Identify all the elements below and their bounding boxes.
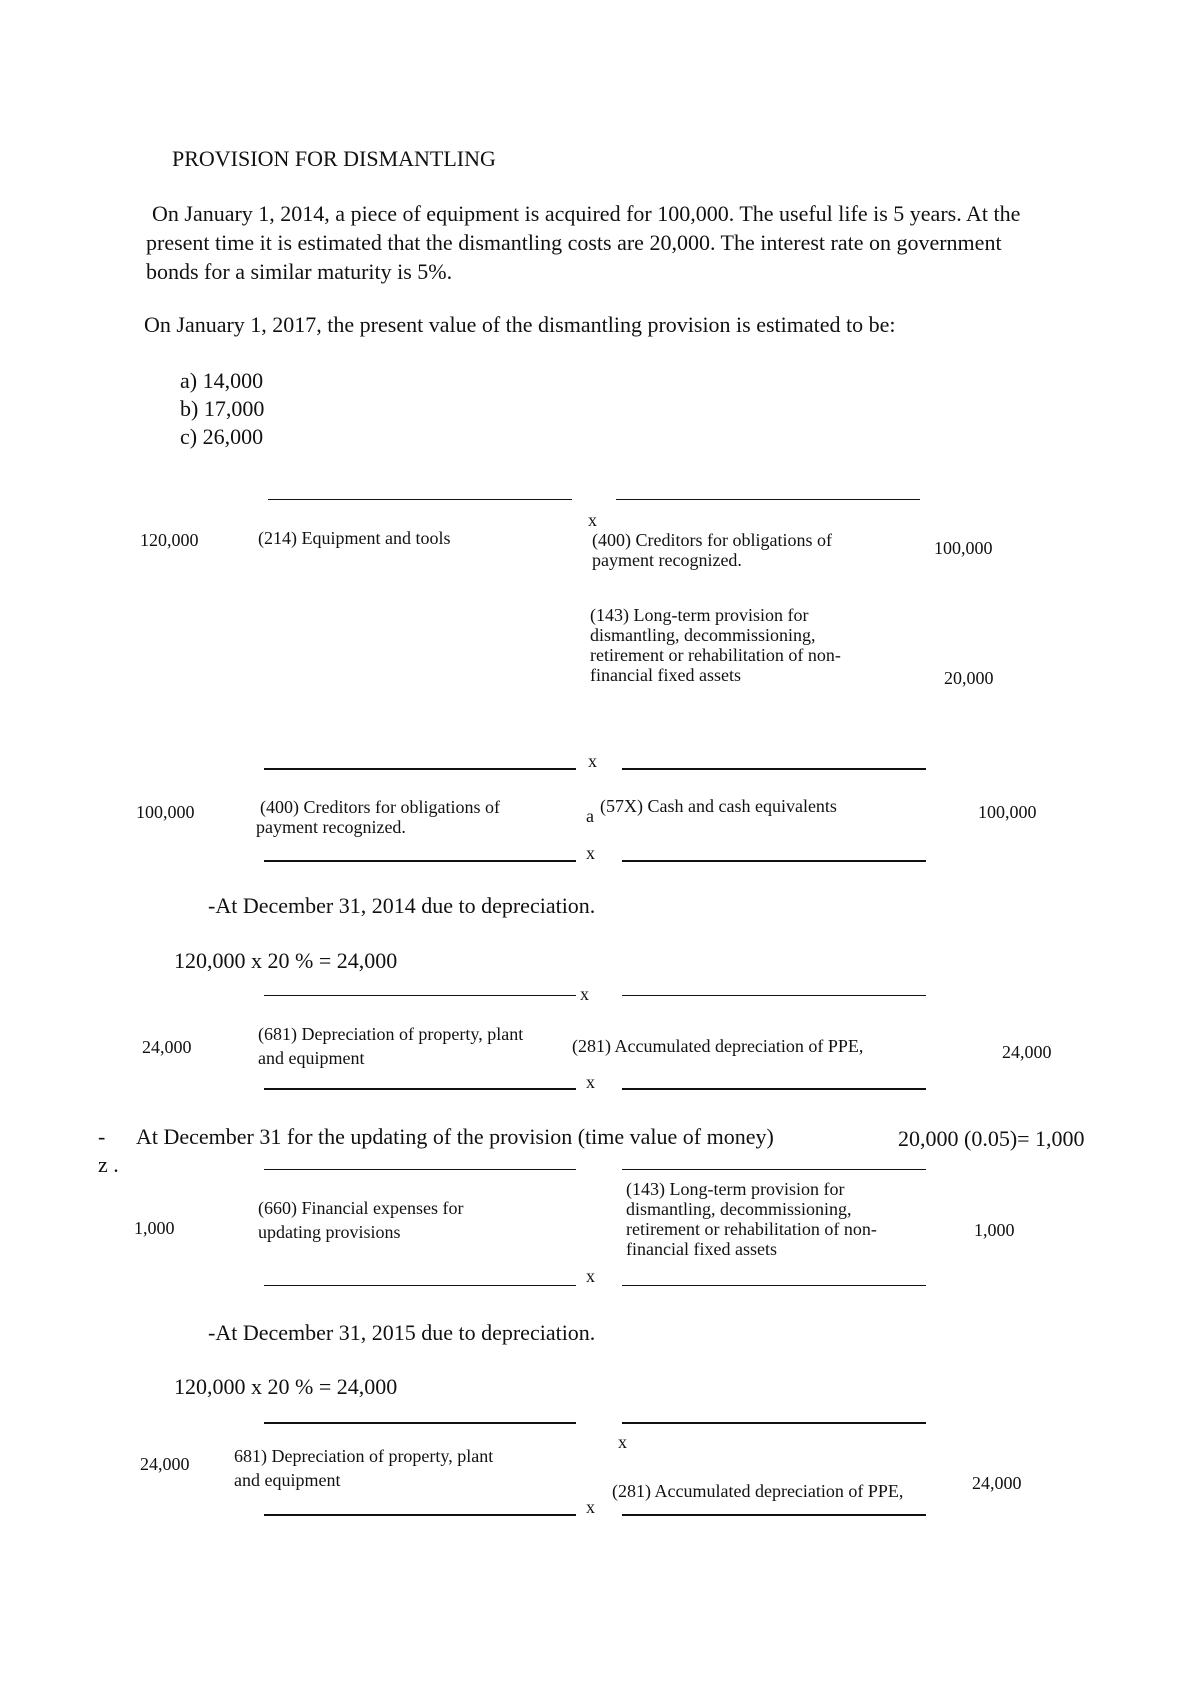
update-credit-account: (143) Long-term provision for dismantling, decommissioning, retirement or rehabilitation of non-financial fixed assets	[626, 1179, 877, 1259]
update-rule-top-left	[264, 1169, 576, 1170]
update-rule-top-right	[622, 1169, 926, 1170]
dep2015-credit-amount: 24,000	[972, 1473, 1022, 1493]
update-rule-bottom-left	[264, 1285, 576, 1286]
update-credit-amount: 1,000	[974, 1220, 1015, 1240]
dep2014-heading: -At December 31, 2014 due to depreciation.	[208, 893, 596, 918]
option-a: a) 14,000	[180, 368, 264, 393]
entry2-rule-top-left	[264, 768, 576, 770]
option-c: c) 26,000	[180, 424, 264, 449]
dep2015-heading: -At December 31, 2015 due to depreciation.	[208, 1320, 596, 1345]
entry2-rule-bottom-right	[622, 860, 926, 862]
dep2014-rule-top-right	[622, 995, 926, 996]
dep2014-debit-account: (681) Depreciation of property, plant and equipment	[258, 1024, 524, 1068]
update-rule-bottom-right	[622, 1285, 926, 1286]
update-debit-account: (660) Financial expenses for updating provisions	[258, 1198, 464, 1242]
dep2014-x-top: x	[580, 984, 589, 1004]
entry2-rule-bottom-left	[264, 860, 576, 862]
entry1-x-mark: x	[588, 510, 597, 530]
dep2014-rule-top-left	[264, 995, 576, 996]
entry1-credit1-account: (400) Creditors for obligations of payment recognized.	[592, 530, 832, 570]
problem-paragraph: On January 1, 2014, a piece of equipment is acquired for 100,000. The useful life is 5 years. At the present time it is estimated that the dismantling costs are 20,000. The interest rate on government bonds for a similar maturity is 5%.	[146, 201, 1021, 284]
entry1-credit2-account: (143) Long-term provision for dismantling, decommissioning, retirement or rehabilitation of non-financial fixed assets	[590, 605, 841, 685]
dep2015-credit-account: (281) Accumulated depreciation of PPE,	[612, 1481, 904, 1501]
entry1-debit-amount: 120,000	[140, 530, 199, 550]
dep2015-calc: 120,000 x 20 % = 24,000	[174, 1374, 398, 1399]
dep2015-debit-amount: 24,000	[140, 1454, 190, 1474]
entry2-debit-amount: 100,000	[136, 802, 195, 822]
dep2014-debit-amount: 24,000	[142, 1037, 192, 1057]
dep2015-rule-bottom-right	[622, 1514, 926, 1516]
entry2-debit-account: (400) Creditors for obligations of payment recognized.	[256, 797, 500, 837]
page-title: PROVISION FOR DISMANTLING	[172, 146, 496, 171]
dep2015-rule-top-right	[622, 1422, 926, 1424]
entry2-x-bottom: x	[586, 843, 595, 863]
entry2-credit-amount: 100,000	[978, 802, 1037, 822]
entry1-rule-right	[616, 499, 920, 500]
dep2015-x-top: x	[618, 1432, 627, 1452]
dep2015-x-bottom: x	[586, 1497, 595, 1517]
entry1-rule-left	[268, 499, 572, 500]
dep2014-rule-bottom-right	[622, 1088, 926, 1090]
option-b: b) 17,000	[180, 396, 265, 421]
update-debit-amount: 1,000	[134, 1218, 175, 1238]
update-dash: -	[98, 1124, 106, 1149]
dep2014-credit-account: (281) Accumulated depreciation of PPE,	[572, 1036, 864, 1056]
update-heading: At December 31 for the updating of the provision (time value of money)	[136, 1124, 774, 1149]
update-x-mark: x	[586, 1266, 595, 1286]
entry2-a-mark: a	[586, 806, 594, 826]
update-z-mark: z .	[98, 1152, 119, 1177]
dep2015-rule-top-left	[264, 1422, 576, 1424]
dep2015-debit-account: 681) Depreciation of property, plant and equipment	[234, 1446, 494, 1490]
dep2014-calc: 120,000 x 20 % = 24,000	[174, 948, 398, 973]
entry2-x-top: x	[588, 751, 597, 771]
entry1-debit-account: (214) Equipment and tools	[258, 528, 451, 548]
dep2014-credit-amount: 24,000	[1002, 1042, 1052, 1062]
dep2014-rule-bottom-left	[264, 1088, 576, 1090]
entry2-rule-top-right	[622, 768, 926, 770]
dep2014-x-bottom: x	[586, 1072, 595, 1092]
entry1-credit1-amount: 100,000	[934, 538, 993, 558]
problem-question: On January 1, 2017, the present value of the dismantling provision is estimated to be:	[144, 312, 896, 337]
entry1-credit2-amount: 20,000	[944, 668, 994, 688]
entry2-credit-account: (57X) Cash and cash equivalents	[600, 796, 837, 816]
update-calc: 20,000 (0.05)= 1,000	[898, 1126, 1085, 1151]
dep2015-rule-bottom-left	[264, 1514, 576, 1516]
